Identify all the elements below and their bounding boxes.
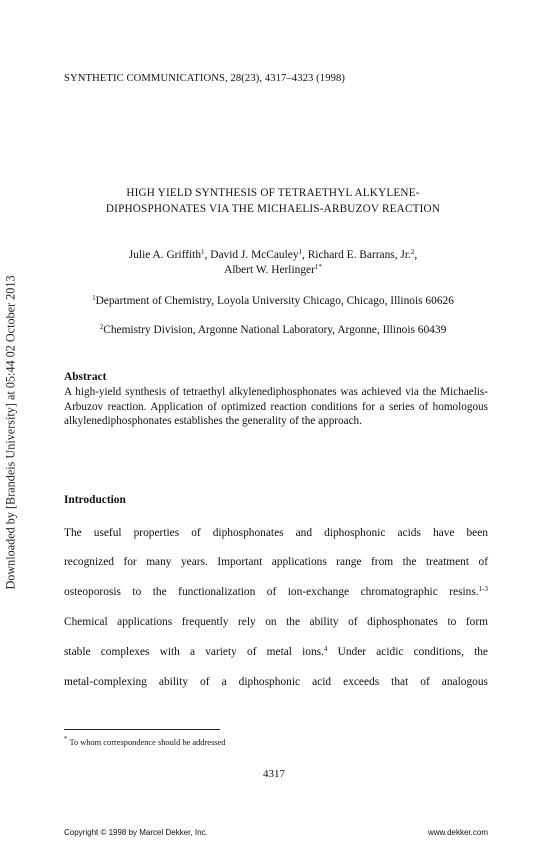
author-mark: 1 [201,248,205,256]
author-separator: , [204,249,211,261]
title-line-1: HIGH YIELD SYNTHESIS OF TETRAETHYL ALKYLENE- [126,187,420,199]
affiliation-text: Chemistry Division, Argonne National Laboratory, Argonne, Illinois 60439 [103,324,447,336]
download-note: Downloaded by [Brandeis University] at 05:44 02 October 2013 [3,275,18,590]
journal-citation: SYNTHETIC COMMUNICATIONS, 28(23), 4317–4323 (1998) [64,73,346,84]
intro-line-5-text: stable complexes with a variety of metal ions. [64,646,324,658]
intro-line-2: recognized for many years. Important applications range from the treatment of [64,556,488,568]
footnote-text: To whom correspondence should be addressed [69,738,226,747]
footnote-mark: * [64,735,68,743]
affiliation-1 [60,295,486,307]
intro-line-6: metal-complexing ability of a diphosphonic acid exceeds that of analogous [64,676,488,688]
affiliation-2 [60,324,486,336]
author-mark: 2 [410,248,415,256]
footnote-divider [64,729,220,730]
author-separator: , [302,249,308,261]
author-mark: 1 [298,248,303,256]
footnote [64,735,226,747]
copyright-notice: Copyright © 1998 by Marcel Dekker, Inc. [64,828,208,837]
introduction-heading: Introduction [64,494,126,506]
author-name: Richard E. Barrans, Jr. [307,249,411,261]
citation-ref: 4 [323,645,328,653]
author-name: Albert W. Herlinger [224,264,315,276]
title-line-2: DIPHOSPHONATES VIA THE MICHAELIS-ARBUZOV REACTION [105,203,441,215]
article-title [60,185,486,217]
intro-line-4: Chemical applications frequently rely on the ability of diphosphonates to form [64,616,488,628]
citation-ref: 1-3 [478,585,488,593]
affiliation-mark: 1 [92,294,96,302]
author-name: Julie A. Griffith [128,249,202,261]
intro-line-5-tail: Under acidic conditions, the [327,646,488,658]
intro-line-3-text: osteoporosis to the functionalization of ion-exchange chromatographic resins. [64,586,479,598]
abstract-heading: Abstract [64,371,107,383]
affiliation-mark: 2 [99,323,104,331]
abstract-text: A high-yield synthesis of tetraethyl alkylenediphosphonates was achieved via the Michaelis-Arbuzov reaction. Application of optimized reaction conditions for a series of homologous alkylenediphosphonates establishes the generality of the approach. [64,386,488,427]
author-line-2 [60,263,486,278]
author-separator: , [414,249,418,261]
author-line-1 [60,248,486,263]
intro-line-5 [64,646,488,658]
author-mark: 1* [314,263,322,271]
page-number: 4317 [263,768,285,780]
author-name: David J. McCauley [210,249,299,261]
intro-line-3 [64,586,488,598]
author-list [60,248,486,278]
affiliation-text: Department of Chemistry, Loyola University Chicago, Chicago, Illinois 60626 [95,295,454,307]
publisher-website: www.dekker.com [427,828,488,837]
download-watermark [0,0,22,865]
intro-line-1: The useful properties of diphosphonates and diphosphonic acids have been [64,527,488,539]
